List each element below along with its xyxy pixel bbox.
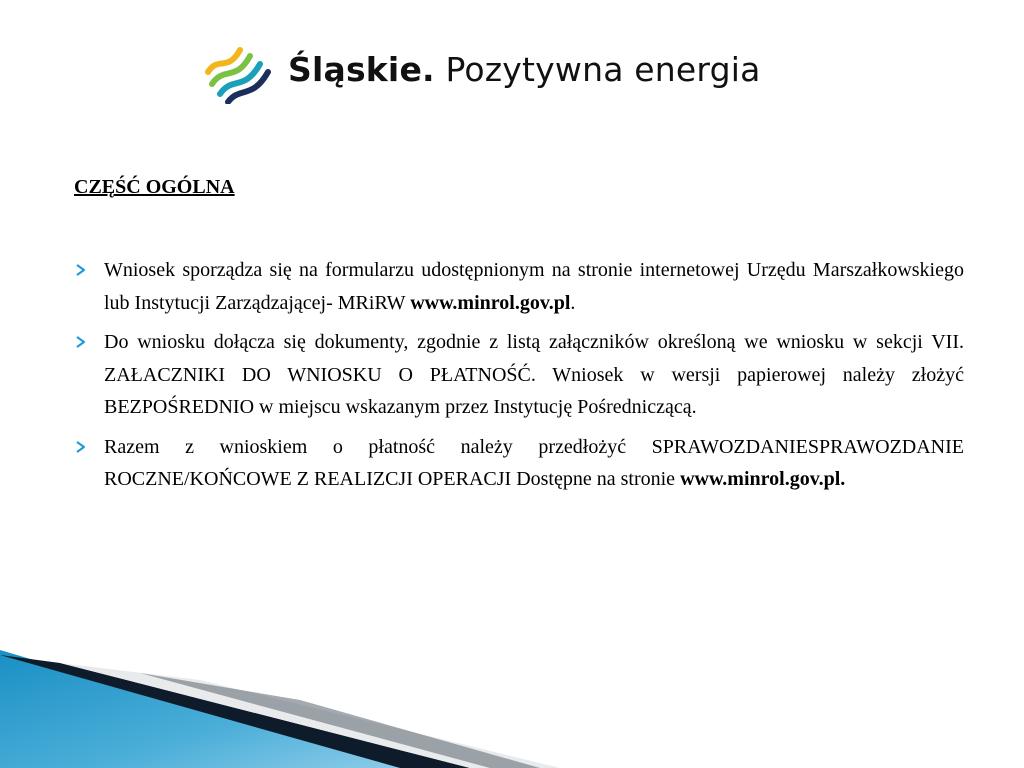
section-heading: CZĘŚĆ OGÓLNA [74, 176, 235, 198]
bullet-text-end: . [570, 291, 576, 314]
bullet-text: Wniosek sporządza się na formularzu udostępnionym na stronie internetowej Urzędu Marszałkowskiego lub Instytucji Zarządzającej- MRiRW [104, 259, 964, 314]
bullet-text: Razem z wnioskiem o płatność należy przedłożyć SPRAWOZDANIESPRAWOZDANIE ROCZNE/KOŃCOWE Z REALIZCJI OPERACJI Dostępne na stronie [104, 435, 964, 490]
list-item [74, 254, 964, 319]
list-item [74, 326, 964, 424]
logo-text [288, 50, 761, 89]
arrow-bullet-icon [74, 440, 88, 454]
logo-brand: Śląskie. [288, 50, 435, 89]
logo [204, 42, 784, 106]
slaskie-waves-icon [204, 42, 272, 104]
website-link[interactable]: www.minrol.gov.pl [410, 291, 571, 314]
arrow-bullet-icon [74, 335, 88, 349]
bullet-list [74, 254, 964, 503]
website-link[interactable]: www.minrol.gov.pl. [680, 468, 846, 490]
arrow-bullet-icon [74, 263, 88, 277]
logo-tagline: Pozytywna energia [434, 50, 761, 89]
list-item [74, 431, 964, 496]
bullet-text: Do wniosku dołącza się dokumenty, zgodnie z listą załączników określoną we wniosku w sekcji VII. ZAŁACZNIKI DO WNIOSKU O PŁATNOŚĆ. Wniosek w wersji papierowej należy złożyć BEZPOŚREDNIO w miejscu wskazanym przez Instytucję Pośredniczącą. [104, 331, 964, 418]
